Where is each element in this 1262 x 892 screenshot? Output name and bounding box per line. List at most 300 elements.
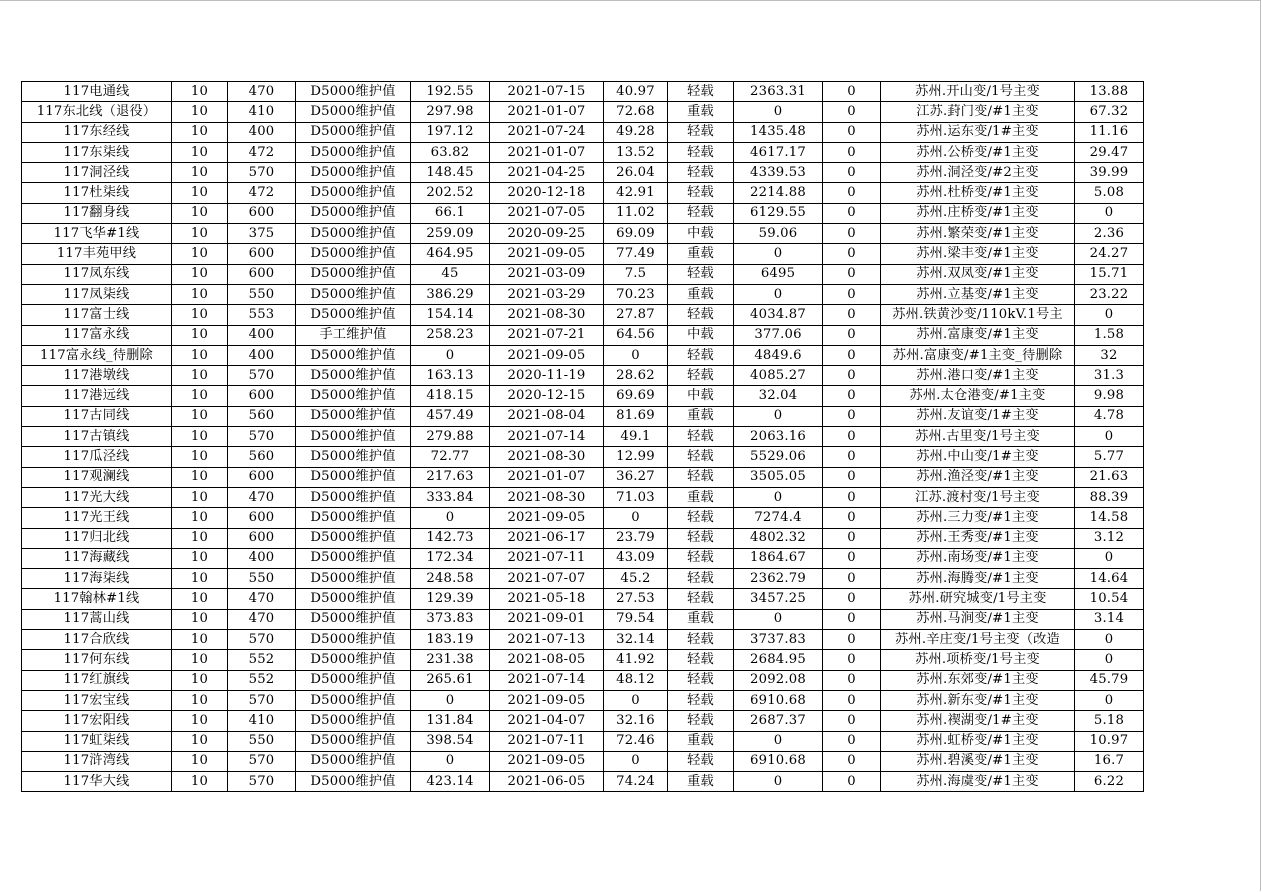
cell-maintenance-type: D5000维护值 [296, 386, 411, 406]
cell-load-current: 231.38 [411, 650, 490, 670]
cell-margin: 5529.06 [734, 447, 823, 467]
cell-load-status: 轻载 [668, 508, 734, 528]
cell-load-current: 0 [411, 690, 490, 710]
cell-last-value: 13.88 [1075, 82, 1144, 102]
cell-line-name: 117宏阳线 [22, 711, 172, 731]
table-row [22, 183, 1144, 203]
cell-last-value: 23.22 [1075, 284, 1144, 304]
cell-load-rate: 32.16 [604, 711, 668, 731]
cell-date: 2021-03-29 [490, 284, 604, 304]
cell-line-name: 117洞泾线 [22, 163, 172, 183]
cell-voltage: 10 [172, 325, 228, 345]
cell-last-value: 10.54 [1075, 589, 1144, 609]
cell-date: 2021-07-14 [490, 427, 604, 447]
table-row [22, 366, 1144, 386]
cell-substation: 苏州.洞泾变/#2主变 [881, 163, 1075, 183]
cell-last-value: 0 [1075, 427, 1144, 447]
cell-voltage: 10 [172, 467, 228, 487]
cell-maintenance-type: 手工维护值 [296, 325, 411, 345]
cell-load-current: 129.39 [411, 589, 490, 609]
cell-margin: 0 [734, 731, 823, 751]
cell-line-name: 117归北线 [22, 528, 172, 548]
cell-margin: 6910.68 [734, 751, 823, 771]
cell-substation: 苏州.铁黄沙变/110kV.1号主 [881, 305, 1075, 325]
cell-load-rate: 64.56 [604, 325, 668, 345]
cell-substation: 苏州.太仓港变/#1主变 [881, 386, 1075, 406]
cell-substation: 苏州.虹桥变/#1主变 [881, 731, 1075, 751]
table-row [22, 670, 1144, 690]
cell-last-value: 32 [1075, 345, 1144, 365]
cell-margin: 2092.08 [734, 670, 823, 690]
cell-last-value: 11.16 [1075, 122, 1144, 142]
cell-margin: 59.06 [734, 224, 823, 244]
cell-substation: 苏州.碧溪变/#1主变 [881, 751, 1075, 771]
cell-capacity: 470 [228, 609, 296, 629]
cell-load-rate: 42.91 [604, 183, 668, 203]
cell-value-zero: 0 [823, 82, 881, 102]
cell-load-status: 重载 [668, 102, 734, 122]
cell-load-status: 轻载 [668, 630, 734, 650]
cell-maintenance-type: D5000维护值 [296, 264, 411, 284]
cell-line-name: 117富永线 [22, 325, 172, 345]
cell-load-rate: 49.1 [604, 427, 668, 447]
cell-capacity: 600 [228, 467, 296, 487]
cell-value-zero: 0 [823, 366, 881, 386]
cell-load-status: 轻载 [668, 366, 734, 386]
cell-load-rate: 69.09 [604, 224, 668, 244]
cell-load-current: 197.12 [411, 122, 490, 142]
cell-load-status: 轻载 [668, 650, 734, 670]
table-row [22, 731, 1144, 751]
cell-line-name: 117红旗线 [22, 670, 172, 690]
cell-load-rate: 27.87 [604, 305, 668, 325]
cell-load-status: 轻载 [668, 528, 734, 548]
table-row [22, 630, 1144, 650]
cell-last-value: 0 [1075, 548, 1144, 568]
cell-value-zero: 0 [823, 305, 881, 325]
cell-substation: 苏州.双凤变/#1主变 [881, 264, 1075, 284]
cell-date: 2021-07-05 [490, 203, 604, 223]
cell-value-zero: 0 [823, 467, 881, 487]
cell-load-rate: 48.12 [604, 670, 668, 690]
cell-load-status: 重载 [668, 244, 734, 264]
cell-date: 2021-09-05 [490, 244, 604, 264]
cell-load-rate: 74.24 [604, 772, 668, 792]
cell-last-value: 9.98 [1075, 386, 1144, 406]
cell-voltage: 10 [172, 102, 228, 122]
cell-maintenance-type: D5000维护值 [296, 305, 411, 325]
cell-value-zero: 0 [823, 548, 881, 568]
cell-date: 2021-07-14 [490, 670, 604, 690]
cell-margin: 0 [734, 609, 823, 629]
cell-last-value: 45.79 [1075, 670, 1144, 690]
cell-line-name: 117翻身线 [22, 203, 172, 223]
cell-value-zero: 0 [823, 447, 881, 467]
cell-voltage: 10 [172, 569, 228, 589]
cell-value-zero: 0 [823, 386, 881, 406]
table-row [22, 142, 1144, 162]
cell-load-rate: 26.04 [604, 163, 668, 183]
cell-line-name: 117合欣线 [22, 630, 172, 650]
cell-value-zero: 0 [823, 670, 881, 690]
cell-load-rate: 28.62 [604, 366, 668, 386]
cell-capacity: 400 [228, 325, 296, 345]
cell-voltage: 10 [172, 508, 228, 528]
cell-load-status: 轻载 [668, 305, 734, 325]
cell-load-current: 258.23 [411, 325, 490, 345]
cell-voltage: 10 [172, 244, 228, 264]
cell-load-status: 轻载 [668, 447, 734, 467]
cell-substation: 苏州.繁荣变/#1主变 [881, 224, 1075, 244]
cell-voltage: 10 [172, 163, 228, 183]
cell-maintenance-type: D5000维护值 [296, 102, 411, 122]
cell-capacity: 570 [228, 163, 296, 183]
cell-margin: 6129.55 [734, 203, 823, 223]
cell-load-status: 重载 [668, 609, 734, 629]
cell-load-status: 轻载 [668, 751, 734, 771]
cell-capacity: 570 [228, 772, 296, 792]
cell-load-status: 轻载 [668, 690, 734, 710]
cell-date: 2021-08-30 [490, 447, 604, 467]
cell-maintenance-type: D5000维护值 [296, 467, 411, 487]
cell-last-value: 14.58 [1075, 508, 1144, 528]
cell-last-value: 2.36 [1075, 224, 1144, 244]
cell-last-value: 0 [1075, 650, 1144, 670]
cell-line-name: 117古镇线 [22, 427, 172, 447]
cell-margin: 4339.53 [734, 163, 823, 183]
cell-substation: 苏州.开山变/1号主变 [881, 82, 1075, 102]
cell-substation: 苏州.公桥变/#1主变 [881, 142, 1075, 162]
cell-load-current: 464.95 [411, 244, 490, 264]
cell-margin: 3505.05 [734, 467, 823, 487]
cell-date: 2021-08-05 [490, 650, 604, 670]
cell-maintenance-type: D5000维护值 [296, 284, 411, 304]
cell-load-status: 中载 [668, 386, 734, 406]
cell-maintenance-type: D5000维护值 [296, 751, 411, 771]
cell-voltage: 10 [172, 224, 228, 244]
cell-date: 2021-09-05 [490, 690, 604, 710]
cell-voltage: 10 [172, 142, 228, 162]
cell-line-name: 117富士线 [22, 305, 172, 325]
cell-maintenance-type: D5000维护值 [296, 548, 411, 568]
cell-substation: 苏州.渔泾变/#1主变 [881, 467, 1075, 487]
cell-voltage: 10 [172, 528, 228, 548]
cell-capacity: 600 [228, 508, 296, 528]
cell-voltage: 10 [172, 650, 228, 670]
cell-line-name: 117古同线 [22, 406, 172, 426]
cell-margin: 4802.32 [734, 528, 823, 548]
cell-capacity: 552 [228, 670, 296, 690]
cell-capacity: 570 [228, 690, 296, 710]
cell-maintenance-type: D5000维护值 [296, 508, 411, 528]
cell-value-zero: 0 [823, 508, 881, 528]
cell-last-value: 21.63 [1075, 467, 1144, 487]
data-table [21, 81, 1144, 792]
table-row [22, 528, 1144, 548]
cell-maintenance-type: D5000维护值 [296, 183, 411, 203]
cell-maintenance-type: D5000维护值 [296, 528, 411, 548]
cell-substation: 苏州.王秀变/#1主变 [881, 528, 1075, 548]
cell-maintenance-type: D5000维护值 [296, 609, 411, 629]
cell-load-status: 重载 [668, 487, 734, 507]
cell-date: 2021-09-01 [490, 609, 604, 629]
cell-load-current: 217.63 [411, 467, 490, 487]
cell-date: 2021-07-11 [490, 548, 604, 568]
cell-voltage: 10 [172, 589, 228, 609]
cell-load-current: 333.84 [411, 487, 490, 507]
cell-last-value: 29.47 [1075, 142, 1144, 162]
table-row [22, 548, 1144, 568]
cell-margin: 0 [734, 487, 823, 507]
cell-last-value: 0 [1075, 305, 1144, 325]
cell-load-status: 中载 [668, 325, 734, 345]
cell-date: 2021-06-05 [490, 772, 604, 792]
cell-substation: 江苏.渡村变/1号主变 [881, 487, 1075, 507]
cell-last-value: 5.77 [1075, 447, 1144, 467]
cell-date: 2021-07-15 [490, 82, 604, 102]
cell-load-rate: 40.97 [604, 82, 668, 102]
table-row [22, 447, 1144, 467]
cell-voltage: 10 [172, 122, 228, 142]
cell-voltage: 10 [172, 284, 228, 304]
cell-voltage: 10 [172, 305, 228, 325]
cell-substation: 苏州.港口变/#1主变 [881, 366, 1075, 386]
cell-substation: 苏州.运东变/1#主变 [881, 122, 1075, 142]
cell-maintenance-type: D5000维护值 [296, 406, 411, 426]
cell-load-current: 45 [411, 264, 490, 284]
cell-load-current: 0 [411, 508, 490, 528]
cell-maintenance-type: D5000维护值 [296, 345, 411, 365]
cell-date: 2021-09-05 [490, 751, 604, 771]
cell-line-name: 117虹柒线 [22, 731, 172, 751]
cell-load-rate: 79.54 [604, 609, 668, 629]
cell-date: 2021-08-30 [490, 305, 604, 325]
table-body [22, 82, 1144, 792]
cell-line-name: 117东北线（退役） [22, 102, 172, 122]
cell-voltage: 10 [172, 82, 228, 102]
cell-margin: 0 [734, 772, 823, 792]
cell-substation: 苏州.杜桥变/#1主变 [881, 183, 1075, 203]
cell-maintenance-type: D5000维护值 [296, 82, 411, 102]
cell-margin: 7274.4 [734, 508, 823, 528]
cell-load-current: 0 [411, 751, 490, 771]
cell-substation: 苏州.庄桥变/#1主变 [881, 203, 1075, 223]
cell-load-status: 轻载 [668, 122, 734, 142]
table-row [22, 406, 1144, 426]
cell-maintenance-type: D5000维护值 [296, 630, 411, 650]
cell-date: 2021-08-30 [490, 487, 604, 507]
cell-value-zero: 0 [823, 102, 881, 122]
cell-voltage: 10 [172, 427, 228, 447]
cell-maintenance-type: D5000维护值 [296, 670, 411, 690]
cell-line-name: 117海柒线 [22, 569, 172, 589]
cell-load-rate: 41.92 [604, 650, 668, 670]
cell-load-status: 轻载 [668, 711, 734, 731]
cell-last-value: 5.18 [1075, 711, 1144, 731]
cell-voltage: 10 [172, 183, 228, 203]
cell-margin: 4085.27 [734, 366, 823, 386]
cell-voltage: 10 [172, 366, 228, 386]
cell-maintenance-type: D5000维护值 [296, 244, 411, 264]
cell-voltage: 10 [172, 386, 228, 406]
cell-margin: 3457.25 [734, 589, 823, 609]
cell-load-status: 重载 [668, 772, 734, 792]
cell-voltage: 10 [172, 264, 228, 284]
cell-date: 2020-11-19 [490, 366, 604, 386]
cell-capacity: 570 [228, 366, 296, 386]
cell-load-rate: 77.49 [604, 244, 668, 264]
cell-value-zero: 0 [823, 183, 881, 203]
table-row [22, 224, 1144, 244]
cell-load-status: 轻载 [668, 670, 734, 690]
cell-substation: 江苏.葑门变/#1主变 [881, 102, 1075, 122]
cell-maintenance-type: D5000维护值 [296, 142, 411, 162]
cell-capacity: 410 [228, 102, 296, 122]
cell-date: 2021-07-21 [490, 325, 604, 345]
cell-load-rate: 12.99 [604, 447, 668, 467]
cell-load-current: 0 [411, 345, 490, 365]
cell-voltage: 10 [172, 731, 228, 751]
cell-load-current: 457.49 [411, 406, 490, 426]
cell-last-value: 0 [1075, 630, 1144, 650]
cell-capacity: 472 [228, 142, 296, 162]
cell-capacity: 470 [228, 589, 296, 609]
cell-load-status: 轻载 [668, 467, 734, 487]
cell-line-name: 117翰林#1线 [22, 589, 172, 609]
cell-line-name: 117电通线 [22, 82, 172, 102]
cell-date: 2021-04-25 [490, 163, 604, 183]
cell-value-zero: 0 [823, 731, 881, 751]
cell-load-current: 72.77 [411, 447, 490, 467]
cell-substation: 苏州.禊湖变/1#主变 [881, 711, 1075, 731]
table-row [22, 345, 1144, 365]
cell-line-name: 117蒿山线 [22, 609, 172, 629]
cell-margin: 377.06 [734, 325, 823, 345]
cell-load-status: 轻载 [668, 569, 734, 589]
cell-margin: 0 [734, 102, 823, 122]
cell-substation: 苏州.项桥变/1号主变 [881, 650, 1075, 670]
cell-margin: 0 [734, 284, 823, 304]
cell-line-name: 117瓜泾线 [22, 447, 172, 467]
cell-load-current: 259.09 [411, 224, 490, 244]
table-row [22, 467, 1144, 487]
cell-value-zero: 0 [823, 224, 881, 244]
cell-load-status: 轻载 [668, 163, 734, 183]
cell-capacity: 600 [228, 244, 296, 264]
cell-load-status: 轻载 [668, 427, 734, 447]
cell-maintenance-type: D5000维护值 [296, 122, 411, 142]
cell-last-value: 67.32 [1075, 102, 1144, 122]
cell-capacity: 560 [228, 406, 296, 426]
cell-capacity: 400 [228, 345, 296, 365]
cell-date: 2021-04-07 [490, 711, 604, 731]
cell-maintenance-type: D5000维护值 [296, 690, 411, 710]
cell-maintenance-type: D5000维护值 [296, 731, 411, 751]
cell-load-status: 中载 [668, 224, 734, 244]
cell-value-zero: 0 [823, 772, 881, 792]
table-row [22, 102, 1144, 122]
cell-date: 2021-08-04 [490, 406, 604, 426]
cell-value-zero: 0 [823, 690, 881, 710]
cell-line-name: 117海藏线 [22, 548, 172, 568]
cell-last-value: 1.58 [1075, 325, 1144, 345]
table-row [22, 487, 1144, 507]
table-row [22, 386, 1144, 406]
cell-last-value: 15.71 [1075, 264, 1144, 284]
cell-voltage: 10 [172, 447, 228, 467]
cell-load-current: 192.55 [411, 82, 490, 102]
cell-substation: 苏州.富康变/#1主变_待删除 [881, 345, 1075, 365]
cell-load-status: 轻载 [668, 345, 734, 365]
cell-line-name: 117东经线 [22, 122, 172, 142]
cell-substation: 苏州.辛庄变/1号主变（改造 [881, 630, 1075, 650]
cell-load-rate: 27.53 [604, 589, 668, 609]
cell-load-status: 重载 [668, 406, 734, 426]
cell-margin: 1864.67 [734, 548, 823, 568]
cell-maintenance-type: D5000维护值 [296, 224, 411, 244]
cell-voltage: 10 [172, 772, 228, 792]
cell-line-name: 117富永线_待删除 [22, 345, 172, 365]
cell-load-rate: 69.69 [604, 386, 668, 406]
cell-load-status: 重载 [668, 731, 734, 751]
cell-load-current: 154.14 [411, 305, 490, 325]
table-row [22, 325, 1144, 345]
table-row [22, 690, 1144, 710]
cell-capacity: 600 [228, 386, 296, 406]
cell-margin: 2684.95 [734, 650, 823, 670]
cell-maintenance-type: D5000维护值 [296, 427, 411, 447]
cell-margin: 0 [734, 406, 823, 426]
table-row [22, 650, 1144, 670]
cell-maintenance-type: D5000维护值 [296, 711, 411, 731]
cell-load-rate: 11.02 [604, 203, 668, 223]
cell-value-zero: 0 [823, 609, 881, 629]
table-row [22, 122, 1144, 142]
cell-value-zero: 0 [823, 264, 881, 284]
cell-substation: 苏州.新东变/#1主变 [881, 690, 1075, 710]
cell-load-current: 163.13 [411, 366, 490, 386]
cell-value-zero: 0 [823, 528, 881, 548]
cell-load-rate: 72.46 [604, 731, 668, 751]
cell-value-zero: 0 [823, 650, 881, 670]
cell-load-current: 248.58 [411, 569, 490, 589]
table-row [22, 163, 1144, 183]
cell-maintenance-type: D5000维护值 [296, 447, 411, 467]
cell-value-zero: 0 [823, 751, 881, 771]
table-row [22, 203, 1144, 223]
cell-maintenance-type: D5000维护值 [296, 163, 411, 183]
cell-date: 2021-03-09 [490, 264, 604, 284]
cell-load-status: 重载 [668, 284, 734, 304]
cell-substation: 苏州.中山变/1#主变 [881, 447, 1075, 467]
cell-date: 2021-01-07 [490, 467, 604, 487]
cell-load-current: 172.34 [411, 548, 490, 568]
cell-margin: 4617.17 [734, 142, 823, 162]
cell-last-value: 6.22 [1075, 772, 1144, 792]
cell-margin: 2214.88 [734, 183, 823, 203]
cell-last-value: 39.99 [1075, 163, 1144, 183]
cell-line-name: 117何东线 [22, 650, 172, 670]
cell-capacity: 600 [228, 528, 296, 548]
cell-last-value: 16.7 [1075, 751, 1144, 771]
cell-last-value: 0 [1075, 690, 1144, 710]
cell-maintenance-type: D5000维护值 [296, 203, 411, 223]
cell-capacity: 400 [228, 122, 296, 142]
cell-voltage: 10 [172, 548, 228, 568]
cell-line-name: 117凤东线 [22, 264, 172, 284]
cell-substation: 苏州.海虞变/#1主变 [881, 772, 1075, 792]
cell-value-zero: 0 [823, 325, 881, 345]
